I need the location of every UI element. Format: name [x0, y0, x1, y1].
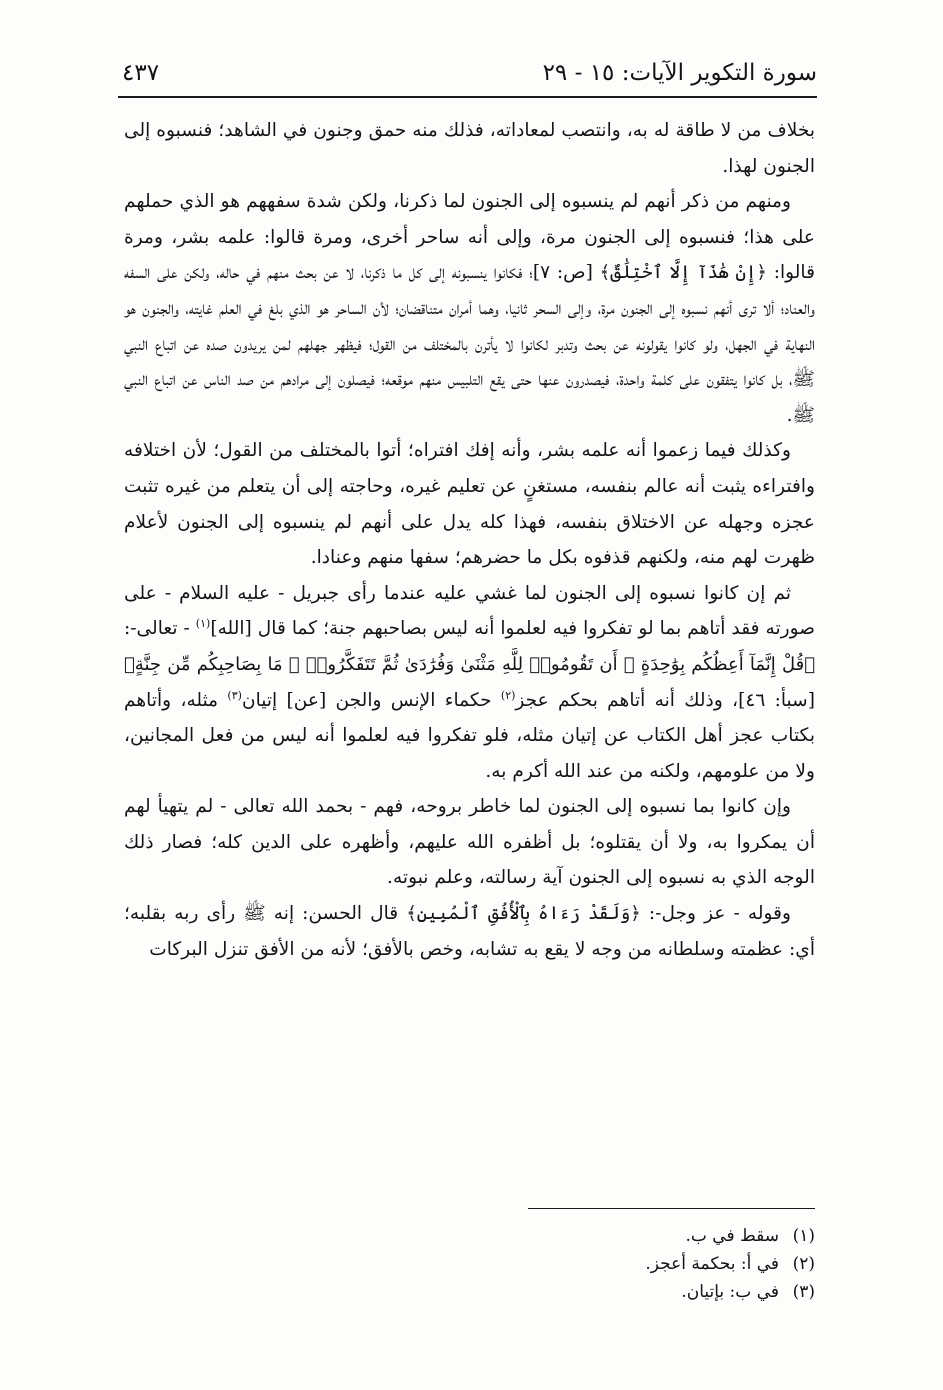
footnote	[400, 1250, 815, 1278]
text-segment: [سبأ: ٤٦]، وذلك أنه أتاهم بحكم عجز	[515, 689, 815, 711]
paragraph	[124, 113, 815, 184]
quran-quote: ﴿إِنْ هَٰذَآ إِلَّا ٱخْتِلَٰقٌ﴾	[599, 262, 767, 284]
quran-quote: ﴿وَلَقَدْ رَءَاهُ بِٱلْأُفُقِ ٱلْمُبِينِ﴾	[406, 903, 641, 925]
footnote-number: (٣)	[792, 1282, 815, 1302]
paragraph	[124, 789, 815, 896]
quran-quote: ﴿قُلْ إِنَّمَآ أَعِظُكُم بِوَٰحِدَةٍ ۖ أَن تَقُومُوا۟ لِلَّهِ مَثْنَىٰ وَفُرَٰدَىٰ ثُمَّ تَتَفَكَّرُوا۟ ۚ مَا بِصَاحِبِكُم مِّن جِنَّةٍ﴾	[124, 653, 815, 675]
text-segment: وقوله - عز وجل-:	[640, 903, 791, 925]
text-segment: ومنهم من ذكر أنهم لم ينسبوه إلى الجنون لما ذكرنا، ولكن شدة سفههم هو الذي حملهم على هذا؛ فنسبوه إلى الجنون مرة، وإلى أنه ساحر أخرى، ومرة قالوا: علمه بشر، ومرة قالوا:	[124, 191, 816, 284]
page-header	[118, 56, 817, 96]
paragraph	[124, 433, 815, 575]
running-title: سورة التكوير الآيات: ١٥ - ٢٩	[542, 60, 817, 86]
text-segment: وإن كانوا بما نسبوه إلى الجنون لما خاطر بروحه، فهم - بحمد الله تعالى - لم يتهيأ لهم أن يمكروا به، ولا أن يقتلوه؛ بل أظفره الله عليهم، وأظهره على الدين كله؛ فصار ذلك الوجه الذي به نسبوه إلى الجنون آية رسالته، وعلم نبوته.	[124, 796, 815, 889]
footnotes	[400, 1222, 815, 1306]
text-segment: وكذلك فيما زعموا أنه علمه بشر، وأنه إفك افتراه؛ أتوا بالمختلف من القول؛ لأن اختلافه وافتراءه يثبت أنه عالم بنفسه، مستغنٍ عن تعليم غيره، وحاجته إلى أن يتعلم من غيره تثبت عجزه وجهله عن الاختلاق بنفسه، فهذا كله يدل على أنهم لم ينسبوه إلى الجنون لأعلام ظهرت لهم منه، ولكنهم قذفوه بكل ما حضرهم؛ سفها منهم وعنادا.	[124, 440, 815, 569]
text-segment: [ص: ٧]؛ فكانوا ينسبونه إلى كل ما ذكرنا، لا عن بحث منهم في حاله، ولكن على السفه والعناد؛ ألا ترى أنهم نسبوه إلى الجنون مرة، وإلى السحر ثانيا، وهما أمران متناقضان؛ لأن الساحر هو الذي بلغ في العلم غايته، والجنون هو النهاية في الجهل، ولو كانوا يقولونه عن بحث وتدبر لكانوا لا يأترن بالمختلف من القول؛ فيظهر جهلهم لمن يريدون صده عن اتباع النبي ﷺ، بل كانوا يتفقون على كلمة واحدة، فيصدرون عنها حتى يقع التلبيس منهم موقعه؛ فيصلون إلى مرادهم من صد الناس عن اتباع النبي ﷺ.	[124, 262, 815, 426]
header-divider	[118, 96, 817, 98]
paragraph	[124, 184, 815, 433]
text-segment: حكماء الإنس والجن [عن] إتيان	[241, 689, 501, 711]
page-number: ٤٣٧	[122, 60, 160, 86]
footnote-ref: (٣)	[227, 688, 242, 702]
text-segment: مثله، وأتاهم بكتاب عجز أهل الكتاب عن إتيان مثله، فلو تفكروا فيه لعلموا أنه ليس من فعل المجانين، ولا من علومهم، ولكنه من عند الله أكرم به.	[124, 689, 815, 782]
main-text	[124, 113, 815, 967]
footnote	[400, 1222, 815, 1250]
text-segment: بخلاف من لا طاقة له به، وانتصب لمعاداته، فذلك منه حمق وجنون في الشاهد؛ فنسبوه إلى الجنون لهذا.	[124, 120, 815, 177]
footnote-text: في أ: بحكمة أعجز.	[645, 1254, 779, 1274]
footnote-ref: (٢)	[500, 688, 516, 702]
text-segment: قال الحسن: إنه ﷺ رأى ربه بقلبه؛ أي: عظمته وسلطانه من وجه لا يقع به تشابه، وخص بالأفق؛ لأنه من الأفق تنزل البركات	[124, 903, 815, 960]
footnote-number: (٢)	[792, 1254, 815, 1274]
footnote	[400, 1278, 815, 1306]
footnote-number: (١)	[792, 1226, 815, 1246]
paragraph	[124, 896, 815, 967]
paragraph	[124, 576, 815, 790]
footnote-text: سقط في ب.	[685, 1226, 779, 1246]
footnote-divider	[528, 1208, 815, 1209]
text-segment: - تعالى-:	[124, 618, 196, 640]
text-segment: ثم إن كانوا نسبوه إلى الجنون لما غشي عليه عندما رأى جبريل - عليه السلام - على صورته فقد أتاهم بما لو تفكروا فيه لعلموا أنه ليس بصاحبهم جنة؛ كما قال [الله]	[124, 582, 815, 640]
footnote-text: في ب: بإتيان.	[681, 1282, 779, 1302]
footnote-ref: (١)	[195, 617, 211, 631]
